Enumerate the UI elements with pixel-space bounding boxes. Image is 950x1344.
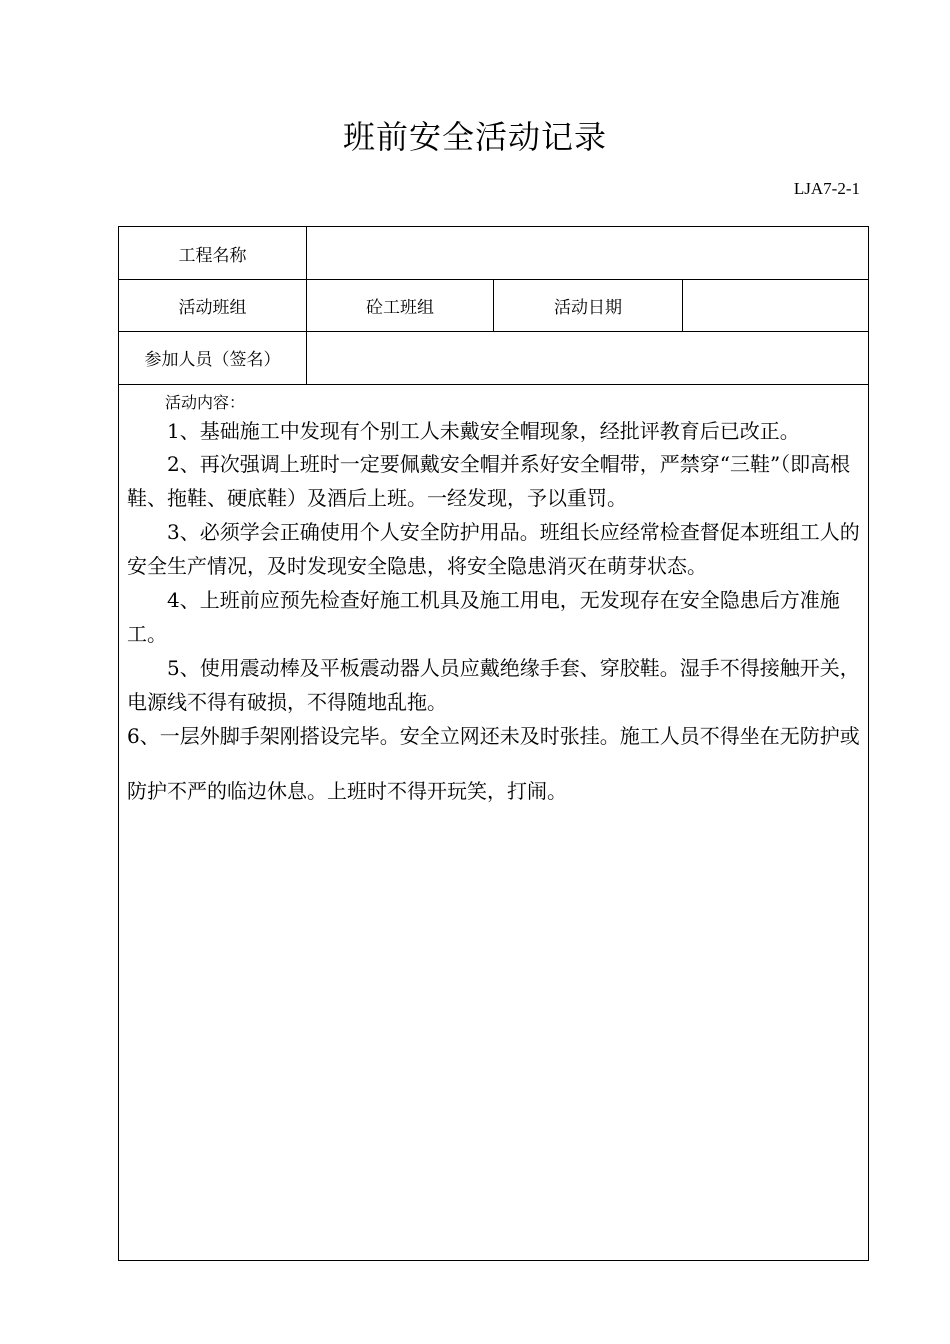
page-title: 班前安全活动记录 xyxy=(342,118,607,156)
team-date-row xyxy=(119,279,868,332)
activity-record-form xyxy=(118,226,869,1261)
team-label: 活动班组 xyxy=(119,279,307,331)
team-field[interactable]: 砼工班组 xyxy=(307,279,494,331)
content-label: 活动内容： xyxy=(165,393,246,412)
project-name-label: 工程名称 xyxy=(119,227,307,279)
content-item-6: 6、一层外脚手架刚搭设完毕。安全立网还未及时张挂。施工人员不得坐在无防护或防护不严的临边休息。上班时不得开玩笑，打闹。 xyxy=(127,724,860,803)
document-code: LJA7-2-1 xyxy=(793,179,860,198)
participants-field[interactable] xyxy=(307,331,868,384)
participants-label: 参加人员（签名） xyxy=(119,331,307,384)
project-name-field[interactable] xyxy=(307,227,868,279)
content-item-4: 4、上班前应预先检查好施工机具及施工用电，无发现存在安全隐患后方准施工。 xyxy=(127,588,840,646)
activity-content-area[interactable] xyxy=(119,384,868,1260)
content-item-5: 5、使用震动棒及平板震动器人员应戴绝缘手套、穿胶鞋。湿手不得接触开关，电源线不得有破损，不得随地乱拖。 xyxy=(127,656,860,714)
content-item-1: 1、基础施工中发现有个别工人未戴安全帽现象，经批评教育后已改正。 xyxy=(167,419,800,443)
project-name-row xyxy=(119,227,868,280)
date-label: 活动日期 xyxy=(494,279,683,331)
participants-row xyxy=(119,331,868,385)
content-item-2: 2、再次强调上班时一定要佩戴安全帽并系好安全帽带，严禁穿“三鞋”（即高根鞋、拖鞋、硬底鞋）及酒后上班。一经发现，予以重罚。 xyxy=(127,452,851,510)
date-field[interactable] xyxy=(683,279,868,331)
content-item-3: 3、必须学会正确使用个人安全防护用品。班组长应经常检查督促本班组工人的安全生产情况，及时发现安全隐患，将安全隐患消灭在萌芽状态。 xyxy=(127,520,860,578)
